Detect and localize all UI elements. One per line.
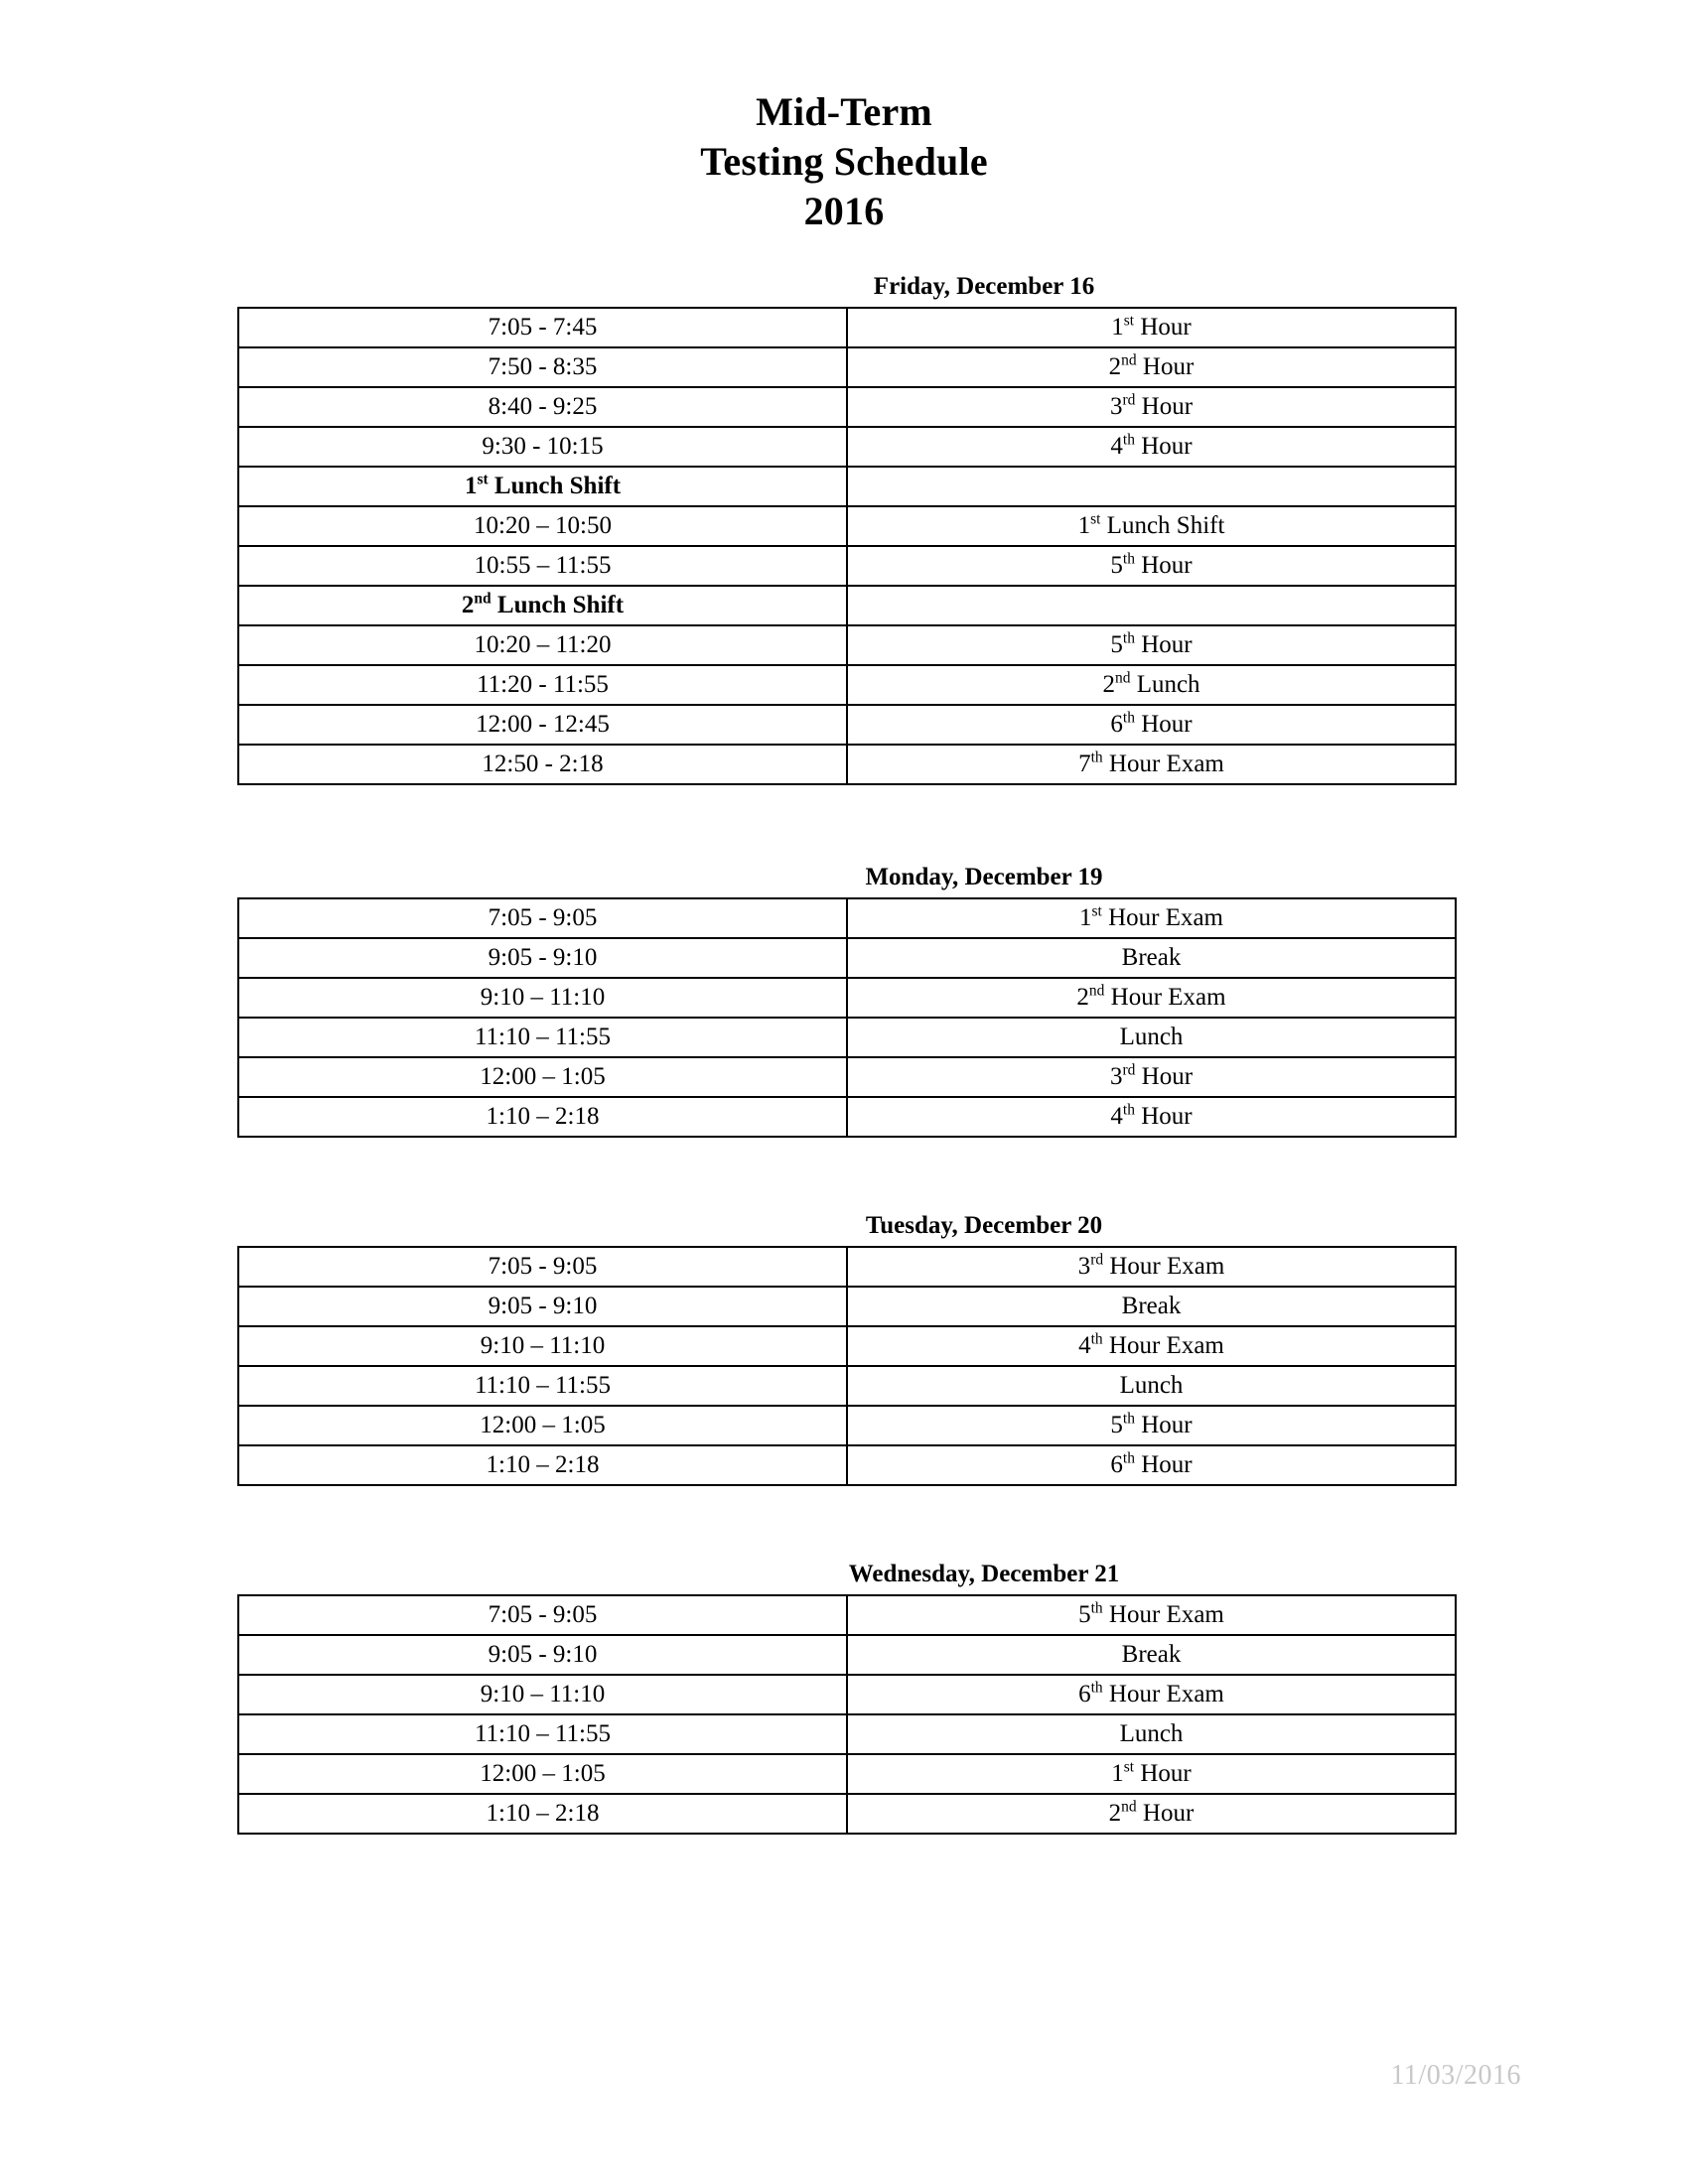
label-text: Hour bbox=[1134, 631, 1193, 658]
time-cell: 7:50 - 8:35 bbox=[238, 347, 847, 387]
table-row bbox=[238, 1794, 1456, 1834]
label-cell bbox=[847, 665, 1456, 705]
time-cell: 9:10 – 11:10 bbox=[238, 1675, 847, 1714]
table-row bbox=[238, 1018, 1456, 1057]
label-ordinal: 5 bbox=[1110, 1412, 1123, 1438]
label-cell: Lunch bbox=[847, 1714, 1456, 1754]
label-text: Hour bbox=[1135, 393, 1194, 420]
label-ordinal-suffix: rd bbox=[1090, 1251, 1104, 1269]
time-cell: 12:00 – 1:05 bbox=[238, 1754, 847, 1794]
label-text: Hour Exam bbox=[1102, 1332, 1224, 1359]
table-row bbox=[238, 308, 1456, 347]
label-text: Hour bbox=[1134, 1451, 1193, 1478]
time-cell: 10:20 – 10:50 bbox=[238, 506, 847, 546]
label-ordinal-suffix: nd bbox=[1121, 1798, 1137, 1816]
schedule-table bbox=[237, 897, 1457, 1138]
label-ordinal-suffix: nd bbox=[1114, 669, 1131, 687]
label-text: Hour bbox=[1134, 1103, 1193, 1130]
time-cell: 12:00 - 12:45 bbox=[238, 705, 847, 745]
day-section bbox=[237, 1560, 1451, 1835]
label-cell bbox=[847, 546, 1456, 586]
label-cell bbox=[847, 387, 1456, 427]
label-cell bbox=[847, 1057, 1456, 1097]
label-ordinal: 2 bbox=[1076, 984, 1089, 1011]
table-row bbox=[238, 978, 1456, 1018]
label-text: Hour bbox=[1135, 1063, 1194, 1090]
label-ordinal: 2 bbox=[1102, 671, 1115, 698]
footer-date: 11/03/2016 bbox=[1390, 2060, 1521, 2091]
label-ordinal: 1 bbox=[1077, 512, 1091, 539]
time-cell: 12:00 – 1:05 bbox=[238, 1057, 847, 1097]
table-row bbox=[238, 1287, 1456, 1326]
label-ordinal: 4 bbox=[1110, 1103, 1123, 1130]
label-text: Hour bbox=[1134, 552, 1193, 579]
label-ordinal-suffix: th bbox=[1122, 1449, 1135, 1467]
table-row bbox=[238, 705, 1456, 745]
label-text: Hour Exam bbox=[1101, 904, 1224, 931]
time-cell: 7:05 - 7:45 bbox=[238, 308, 847, 347]
title-line-2: Testing Schedule bbox=[700, 139, 988, 184]
label-ordinal: 6 bbox=[1110, 1451, 1123, 1478]
time-text: Lunch Shift bbox=[488, 473, 622, 499]
label-ordinal-suffix: th bbox=[1122, 550, 1135, 568]
label-ordinal-suffix: th bbox=[1122, 709, 1135, 727]
table-row bbox=[238, 586, 1456, 625]
time-cell bbox=[238, 586, 847, 625]
label-ordinal-suffix: st bbox=[1123, 312, 1135, 330]
table-row bbox=[238, 625, 1456, 665]
label-cell bbox=[847, 586, 1456, 625]
label-ordinal-suffix: st bbox=[1091, 902, 1102, 920]
label-cell: Break bbox=[847, 1287, 1456, 1326]
label-cell bbox=[847, 1675, 1456, 1714]
label-text: Hour bbox=[1136, 1800, 1195, 1827]
time-cell: 1:10 – 2:18 bbox=[238, 1445, 847, 1485]
table-row bbox=[238, 347, 1456, 387]
title-line-1: Mid-Term bbox=[756, 89, 932, 134]
label-cell bbox=[847, 978, 1456, 1018]
label-ordinal: 3 bbox=[1109, 393, 1123, 420]
label-cell bbox=[847, 1595, 1456, 1635]
label-cell bbox=[847, 1445, 1456, 1485]
day-section bbox=[237, 272, 1451, 785]
label-text: Hour bbox=[1136, 353, 1195, 380]
label-cell bbox=[847, 745, 1456, 784]
time-cell: 9:10 – 11:10 bbox=[238, 978, 847, 1018]
section-spacer bbox=[0, 1486, 1688, 1560]
time-cell: 7:05 - 9:05 bbox=[238, 898, 847, 938]
time-cell: 7:05 - 9:05 bbox=[238, 1247, 847, 1287]
time-cell: 10:55 – 11:55 bbox=[238, 546, 847, 586]
label-ordinal-suffix: nd bbox=[1121, 351, 1137, 369]
label-ordinal: 2 bbox=[1108, 1800, 1122, 1827]
table-row bbox=[238, 1675, 1456, 1714]
table-row bbox=[238, 1097, 1456, 1137]
time-cell: 11:20 - 11:55 bbox=[238, 665, 847, 705]
label-cell bbox=[847, 1097, 1456, 1137]
time-cell: 7:05 - 9:05 bbox=[238, 1595, 847, 1635]
label-ordinal-suffix: rd bbox=[1122, 1061, 1136, 1079]
table-row bbox=[238, 1754, 1456, 1794]
label-ordinal-suffix: nd bbox=[1088, 982, 1105, 1000]
label-ordinal: 2 bbox=[1108, 353, 1122, 380]
day-section bbox=[237, 1211, 1451, 1486]
table-row bbox=[238, 745, 1456, 784]
label-cell: Lunch bbox=[847, 1366, 1456, 1406]
time-cell: 9:05 - 9:10 bbox=[238, 1287, 847, 1326]
label-cell bbox=[847, 347, 1456, 387]
table-row bbox=[238, 938, 1456, 978]
time-cell: 10:20 – 11:20 bbox=[238, 625, 847, 665]
label-cell bbox=[847, 1754, 1456, 1794]
label-text: Hour Exam bbox=[1104, 984, 1226, 1011]
time-cell: 9:05 - 9:10 bbox=[238, 938, 847, 978]
label-ordinal: 1 bbox=[1111, 1760, 1124, 1787]
time-cell: 11:10 – 11:55 bbox=[238, 1366, 847, 1406]
time-cell: 8:40 - 9:25 bbox=[238, 387, 847, 427]
table-row bbox=[238, 467, 1456, 506]
label-ordinal-suffix: st bbox=[1090, 510, 1101, 528]
label-text: Hour bbox=[1134, 711, 1193, 738]
label-text: Hour Exam bbox=[1102, 1601, 1224, 1628]
label-text: Hour Exam bbox=[1102, 751, 1224, 777]
time-cell: 12:50 - 2:18 bbox=[238, 745, 847, 784]
label-cell bbox=[847, 308, 1456, 347]
label-text: Lunch Shift bbox=[1100, 512, 1225, 539]
time-cell: 12:00 – 1:05 bbox=[238, 1406, 847, 1445]
schedule-table bbox=[237, 1246, 1457, 1486]
day-heading: Monday, December 19 bbox=[865, 864, 1103, 890]
table-row bbox=[238, 546, 1456, 586]
page-title bbox=[0, 0, 1688, 236]
time-cell bbox=[238, 467, 847, 506]
label-cell bbox=[847, 467, 1456, 506]
label-cell bbox=[847, 1247, 1456, 1287]
time-ordinal-suffix: nd bbox=[474, 590, 492, 608]
time-ordinal: 2 bbox=[461, 592, 475, 618]
table-row bbox=[238, 1595, 1456, 1635]
label-cell bbox=[847, 705, 1456, 745]
label-text: Lunch bbox=[1130, 671, 1200, 698]
label-text: Hour Exam bbox=[1103, 1253, 1225, 1280]
label-cell bbox=[847, 625, 1456, 665]
label-ordinal-suffix: th bbox=[1090, 749, 1103, 766]
label-ordinal: 7 bbox=[1078, 751, 1091, 777]
table-row bbox=[238, 1714, 1456, 1754]
label-cell bbox=[847, 1406, 1456, 1445]
title-line-3: 2016 bbox=[803, 189, 885, 233]
time-cell: 1:10 – 2:18 bbox=[238, 1794, 847, 1834]
label-ordinal: 3 bbox=[1077, 1253, 1091, 1280]
label-ordinal-suffix: th bbox=[1090, 1679, 1103, 1697]
label-ordinal-suffix: th bbox=[1122, 629, 1135, 647]
label-cell bbox=[847, 1326, 1456, 1366]
label-cell: Lunch bbox=[847, 1018, 1456, 1057]
table-row bbox=[238, 1406, 1456, 1445]
label-text: Hour bbox=[1134, 1412, 1193, 1438]
label-cell bbox=[847, 1794, 1456, 1834]
time-cell: 11:10 – 11:55 bbox=[238, 1714, 847, 1754]
table-row bbox=[238, 1247, 1456, 1287]
time-cell: 9:10 – 11:10 bbox=[238, 1326, 847, 1366]
time-text: Lunch Shift bbox=[491, 592, 625, 618]
label-ordinal-suffix: th bbox=[1122, 431, 1135, 449]
label-ordinal-suffix: th bbox=[1090, 1599, 1103, 1617]
label-ordinal-suffix: th bbox=[1122, 1101, 1135, 1119]
table-row bbox=[238, 898, 1456, 938]
schedule-table bbox=[237, 307, 1457, 785]
label-cell bbox=[847, 427, 1456, 467]
label-ordinal: 1 bbox=[1111, 314, 1124, 341]
label-ordinal-suffix: th bbox=[1122, 1410, 1135, 1428]
label-cell bbox=[847, 898, 1456, 938]
schedule-sections bbox=[0, 272, 1688, 1835]
day-heading: Tuesday, December 20 bbox=[865, 1212, 1103, 1239]
label-cell: Break bbox=[847, 938, 1456, 978]
table-row bbox=[238, 1635, 1456, 1675]
section-spacer bbox=[0, 1138, 1688, 1211]
label-ordinal-suffix: st bbox=[1123, 1758, 1135, 1776]
label-ordinal: 1 bbox=[1078, 904, 1092, 931]
day-heading: Wednesday, December 21 bbox=[848, 1561, 1120, 1587]
section-spacer bbox=[0, 785, 1688, 863]
label-cell bbox=[847, 506, 1456, 546]
label-ordinal: 6 bbox=[1078, 1681, 1091, 1707]
time-cell: 11:10 – 11:55 bbox=[238, 1018, 847, 1057]
schedule-table bbox=[237, 1594, 1457, 1835]
label-ordinal: 5 bbox=[1078, 1601, 1091, 1628]
time-cell: 1:10 – 2:18 bbox=[238, 1097, 847, 1137]
label-ordinal-suffix: th bbox=[1090, 1330, 1103, 1348]
table-row bbox=[238, 1445, 1456, 1485]
label-text: Hour bbox=[1134, 433, 1193, 460]
day-section bbox=[237, 863, 1451, 1138]
label-text: Hour bbox=[1134, 1760, 1192, 1787]
time-ordinal: 1 bbox=[464, 473, 478, 499]
label-cell: Break bbox=[847, 1635, 1456, 1675]
label-ordinal: 4 bbox=[1110, 433, 1123, 460]
table-row bbox=[238, 1366, 1456, 1406]
table-row bbox=[238, 387, 1456, 427]
label-ordinal: 6 bbox=[1110, 711, 1123, 738]
label-ordinal: 5 bbox=[1110, 552, 1123, 579]
time-ordinal-suffix: st bbox=[477, 471, 489, 488]
time-cell: 9:30 - 10:15 bbox=[238, 427, 847, 467]
label-text: Hour bbox=[1134, 314, 1192, 341]
table-row bbox=[238, 1057, 1456, 1097]
table-row bbox=[238, 1326, 1456, 1366]
label-ordinal: 4 bbox=[1078, 1332, 1091, 1359]
label-ordinal: 3 bbox=[1109, 1063, 1123, 1090]
table-row bbox=[238, 506, 1456, 546]
label-ordinal-suffix: rd bbox=[1122, 391, 1136, 409]
label-ordinal: 5 bbox=[1110, 631, 1123, 658]
day-heading: Friday, December 16 bbox=[873, 273, 1095, 300]
time-cell: 9:05 - 9:10 bbox=[238, 1635, 847, 1675]
table-row bbox=[238, 427, 1456, 467]
table-row bbox=[238, 665, 1456, 705]
label-text: Hour Exam bbox=[1102, 1681, 1224, 1707]
